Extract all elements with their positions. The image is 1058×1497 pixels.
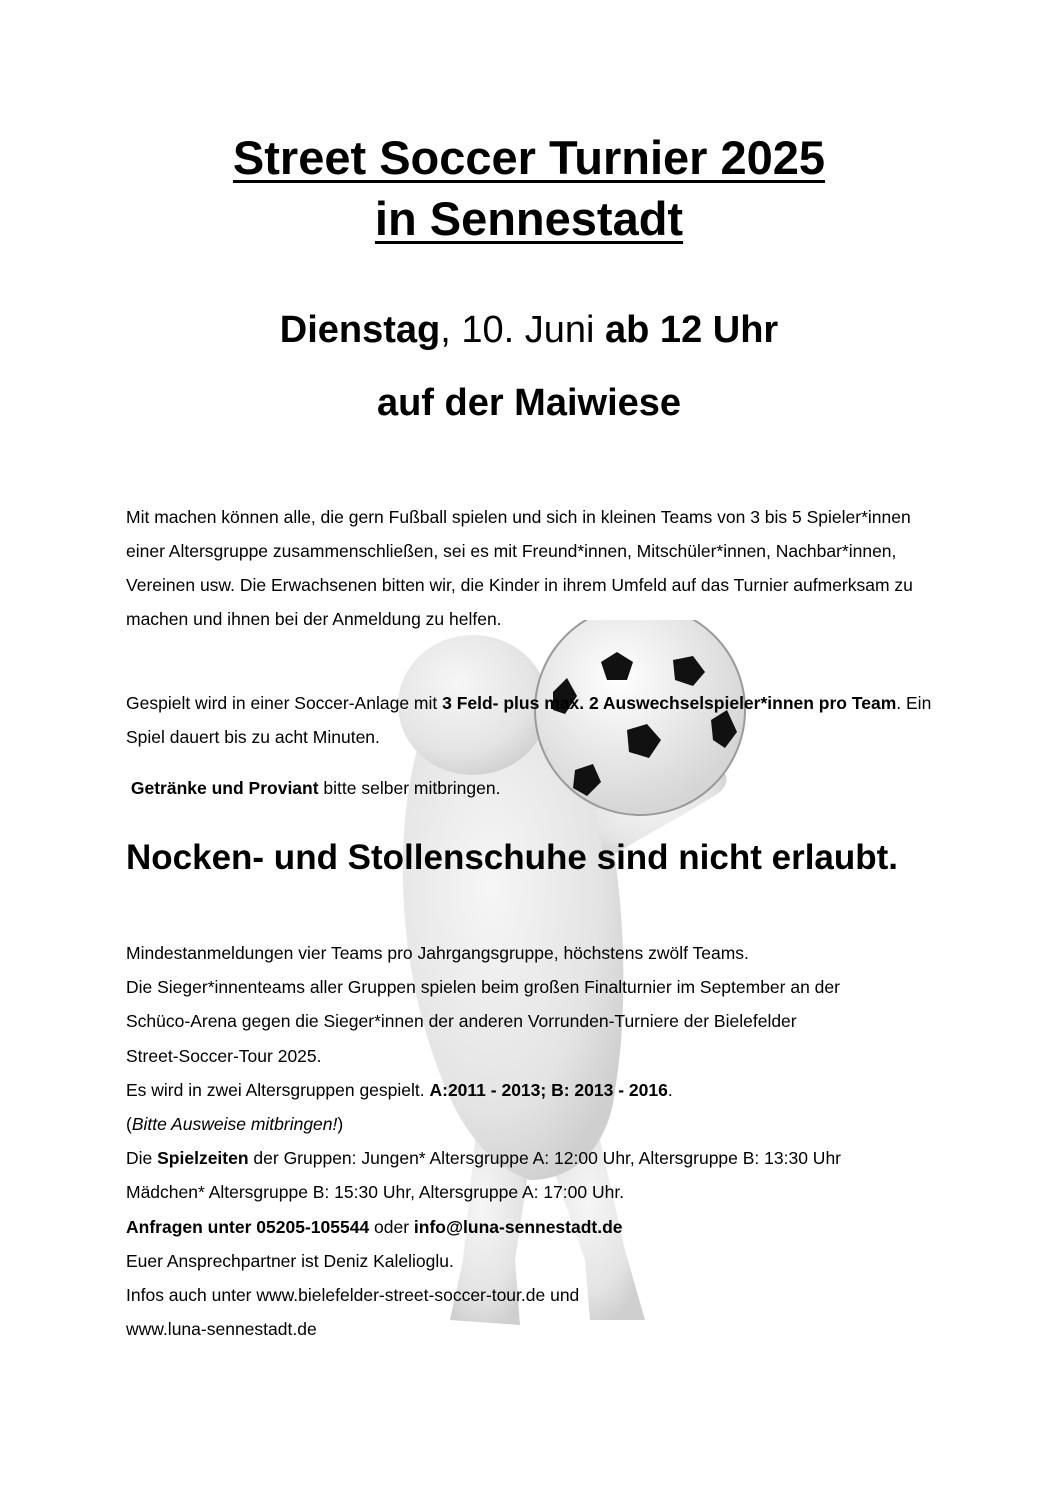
info-line-1: Infos auch unter www.bielefelder-street-soccer-tour.de und bbox=[126, 1284, 580, 1305]
times-label: Spielzeiten bbox=[157, 1148, 249, 1169]
final-line-1: Die Sieger*innenteams aller Gruppen spielen beim großen Finalturnier im September an der bbox=[126, 977, 840, 998]
final-line-3: Street-Soccer-Tour 2025. bbox=[126, 1045, 322, 1066]
times-girls-line: Mädchen* Altersgruppe B: 15:30 Uhr, Altersgruppe A: 17:00 Uhr. bbox=[126, 1182, 625, 1203]
drinks-paragraph bbox=[126, 771, 946, 805]
contact-person-line: Euer Ansprechpartner ist Deniz Kalelioglu. bbox=[126, 1250, 454, 1271]
shoe-rule-heading: Nocken- und Stollenschuhe sind nicht erlaubt. bbox=[126, 838, 899, 877]
contact-phone: Anfragen unter 05205-105544 bbox=[126, 1216, 370, 1237]
id-note: Bitte Ausweise mitbringen! bbox=[131, 1113, 338, 1134]
format-text-post: . Ein Spiel dauert bis zu acht Minuten. bbox=[126, 693, 932, 747]
event-day: , 10. Juni bbox=[440, 309, 606, 351]
id-open: ( bbox=[126, 1113, 132, 1134]
event-location: auf der Maiwiese bbox=[376, 382, 682, 424]
format-paragraph bbox=[126, 686, 946, 754]
info-line-2: www.luna-sennestadt.de bbox=[126, 1319, 317, 1340]
drinks-highlight: Getränke und Proviant bbox=[130, 778, 319, 798]
event-weekday: Dienstag bbox=[279, 309, 441, 351]
drinks-text: bitte selber mitbringen. bbox=[318, 778, 501, 798]
age-groups-line bbox=[126, 1073, 966, 1107]
page-title-line-2: in Sennestadt bbox=[374, 192, 684, 245]
id-note-line bbox=[126, 1107, 966, 1141]
format-text-pre: Gespielt wird in einer Soccer-Anlage mit bbox=[126, 693, 443, 713]
final-line-2: Schüco-Arena gegen die Sieger*innen der anderen Vorrunden-Turniere der Bielefelder bbox=[126, 1011, 797, 1032]
details-block bbox=[126, 936, 966, 1346]
age-groups-text: Es wird in zwei Altersgruppen gespielt. bbox=[126, 1079, 430, 1100]
age-groups-years: A:2011 - 2013; B: 2013 - 2016 bbox=[429, 1079, 668, 1100]
intro-paragraph: Mit machen können alle, die gern Fußball spielen und sich in kleinen Teams von 3 bis 5 Spieler*innen einer Altersgruppe zusammenschließen, sei es mit Freund*innen, Mitschüler*innen, Nachbar*innen, Vereinen usw. Die Erwachsenen bitten wir, die Kinder in ihrem Umfeld auf das Turnier aufmerksam zu machen und ihnen bei der Anmeldung zu helfen. bbox=[126, 507, 913, 629]
times-line bbox=[126, 1141, 966, 1175]
page-title-line-1: Street Soccer Turnier 2025 bbox=[232, 131, 826, 184]
id-close: ) bbox=[337, 1113, 344, 1134]
min-teams-line: Mindestanmeldungen vier Teams pro Jahrgangsgruppe, höchstens zwölf Teams. bbox=[126, 943, 749, 963]
times-boys: der Gruppen: Jungen* Altersgruppe A: 12:00 Uhr, Altersgruppe B: 13:30 Uhr bbox=[248, 1148, 842, 1169]
format-players: 3 Feld- plus max. 2 Auswechselspieler*innen pro Team bbox=[442, 693, 897, 713]
event-time: ab 12 Uhr bbox=[605, 309, 779, 351]
event-date bbox=[0, 309, 1058, 352]
contact-email: info@luna-sennestadt.de bbox=[413, 1216, 623, 1237]
contact-or: oder bbox=[369, 1216, 414, 1237]
times-pre: Die bbox=[126, 1148, 158, 1169]
contact-line bbox=[126, 1210, 966, 1244]
age-groups-end: . bbox=[667, 1079, 673, 1100]
